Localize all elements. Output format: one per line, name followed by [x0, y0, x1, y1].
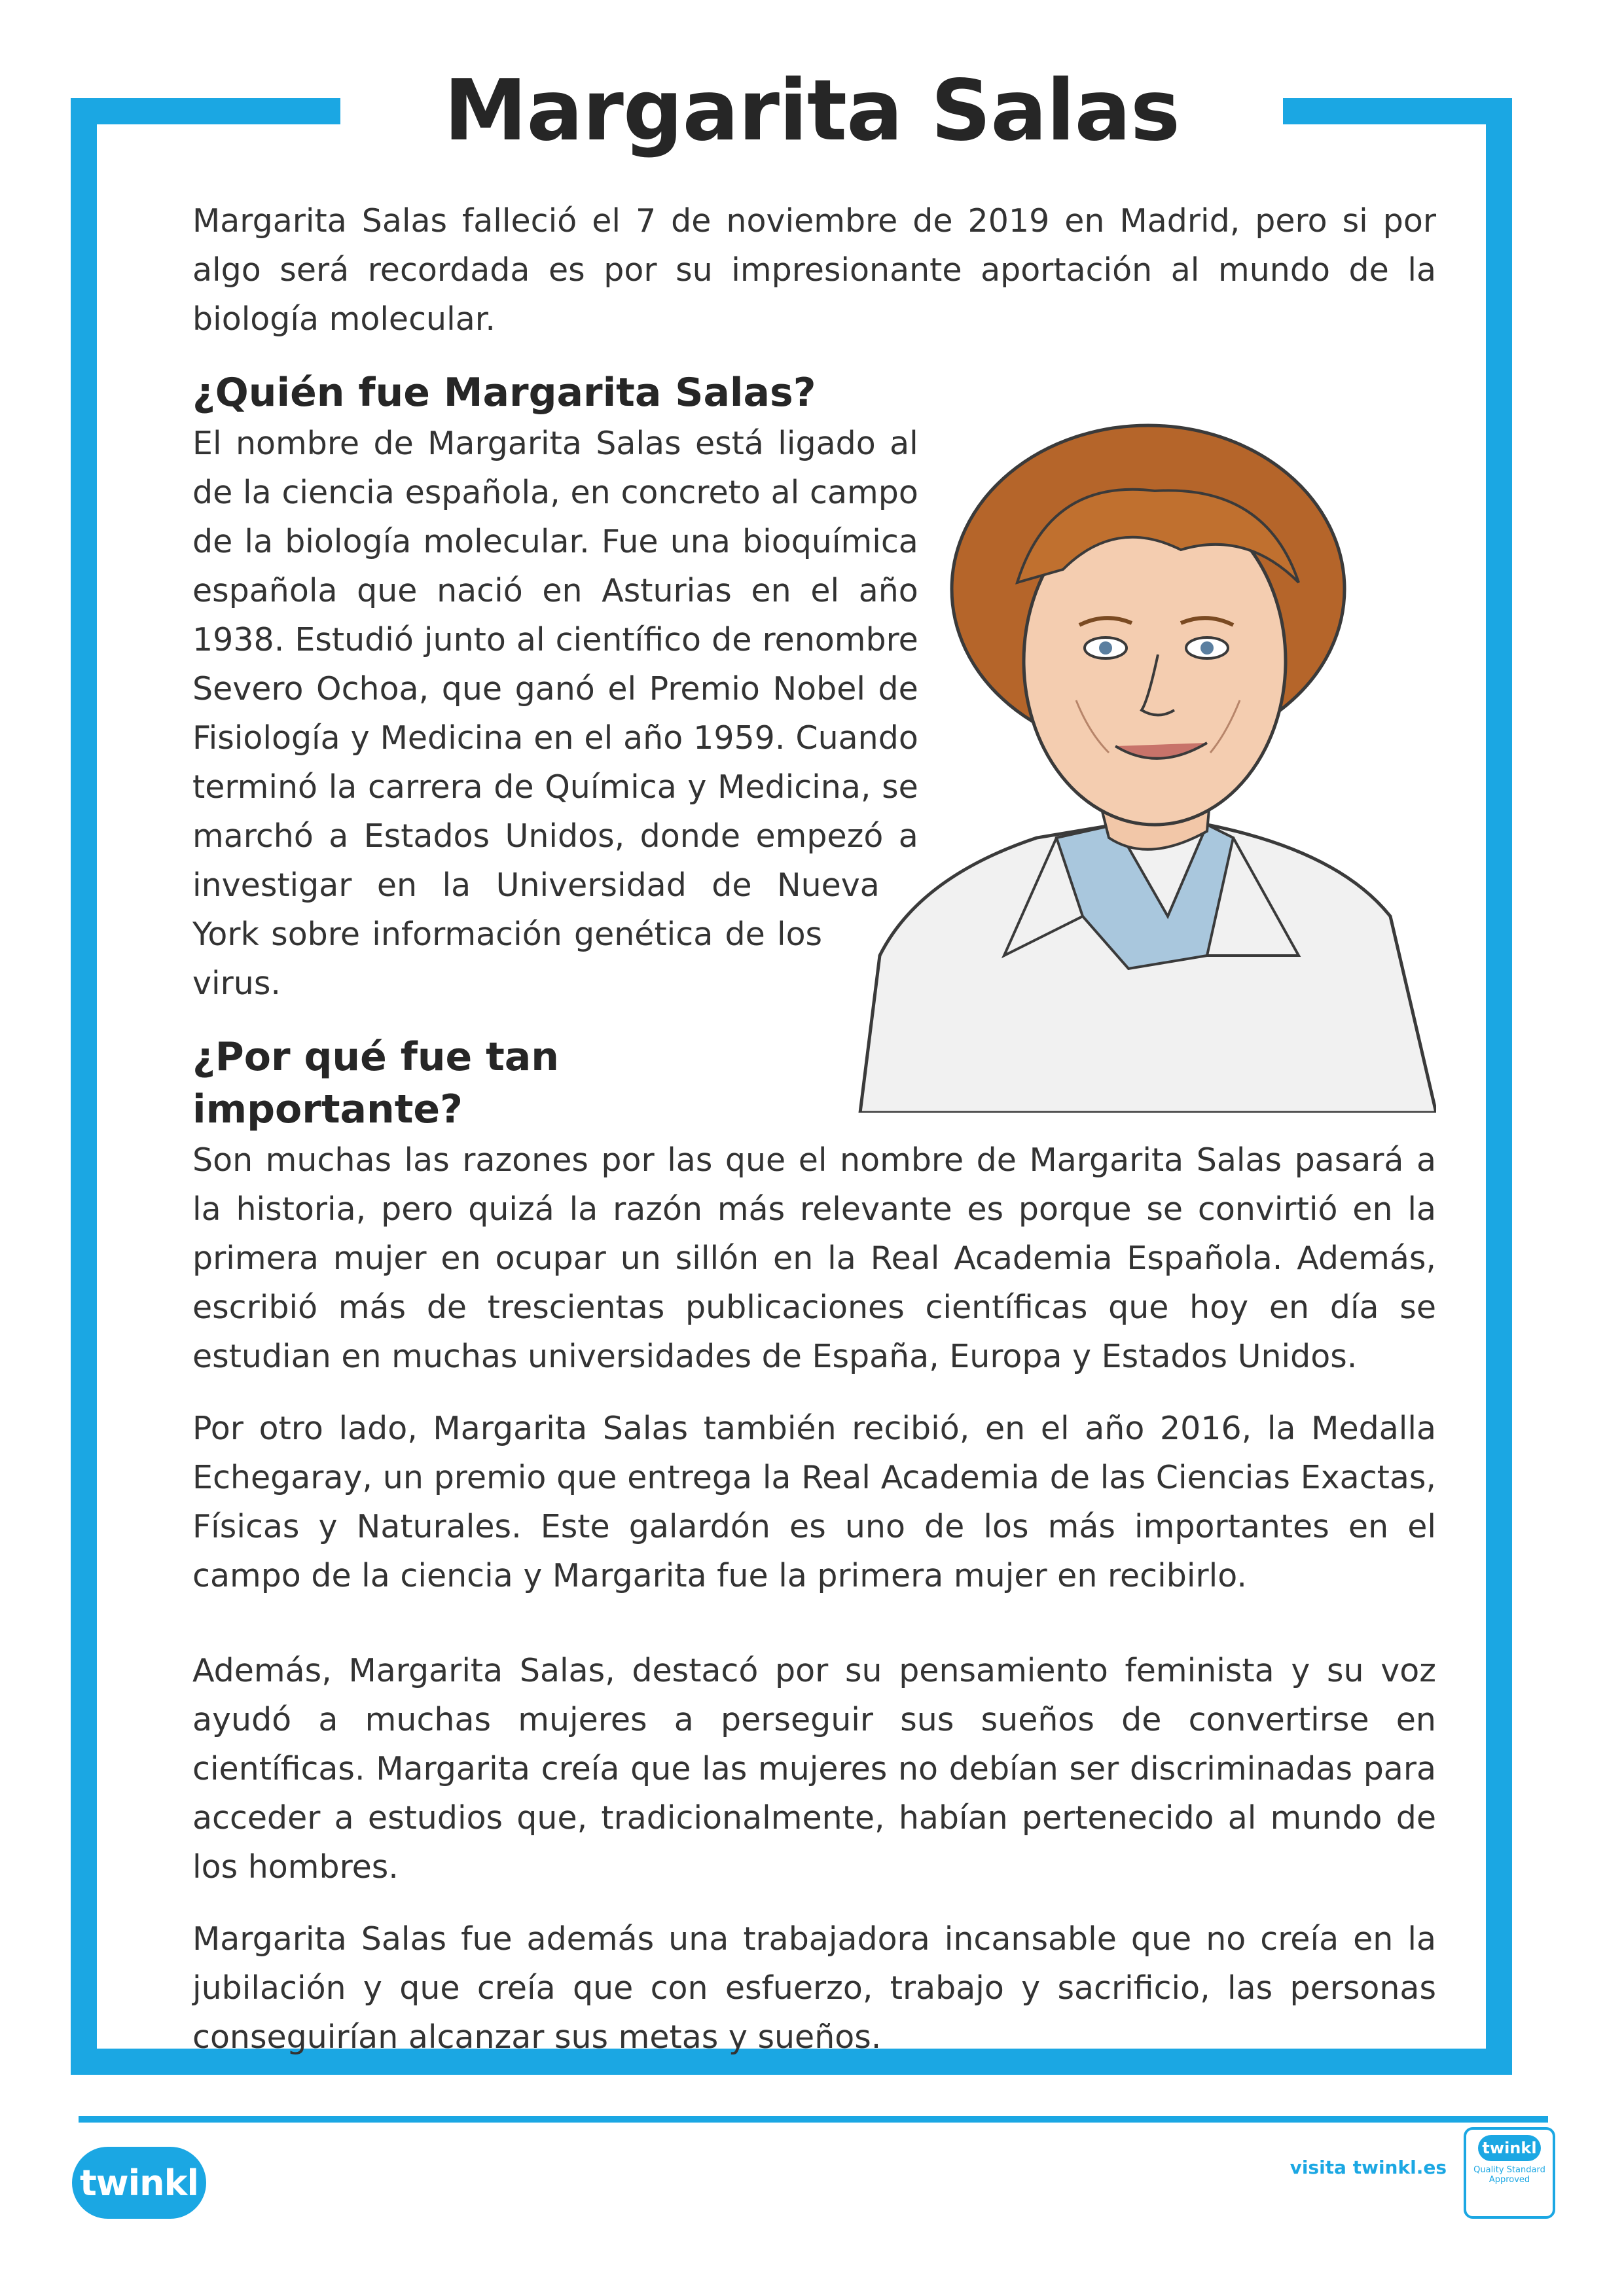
quality-badge	[1464, 2127, 1555, 2219]
section2-paragraph-2: Por otro lado, Margarita Salas también recibió, en el año 2016, la Medalla Echegaray, un premio que entrega la Real Academia de las Ciencias Exactas, Físicas y Naturales. Este galardón es uno de los más importantes en el campo de la ciencia y Margarita fue la primera mujer en recibirlo.	[192, 1410, 1436, 1594]
badge-text-2: Approved	[1489, 2175, 1530, 2185]
portrait-illustration	[840, 419, 1436, 1113]
right-iris	[1200, 641, 1214, 655]
left-iris	[1099, 641, 1112, 655]
footer-divider	[79, 2116, 1548, 2123]
article-body	[192, 196, 1436, 2085]
section1-heading: ¿Quién fue Margarita Salas?	[192, 370, 816, 416]
lab-coat	[860, 825, 1436, 1113]
section2-paragraph-1: Son muchas las razones por las que el nombre de Margarita Salas pasará a la historia, pero quizá la razón más relevante es porque se convirtió en la primera mujer en ocupar un sillón en la Real Academia Española. Además, escribió más de trescientas publicaciones científicas que hoy en día se estudian en muchas universidades de España, Europa y Estados Unidos.	[192, 1141, 1436, 1375]
visit-link[interactable]: visita twinkl.es	[1290, 2157, 1447, 2178]
section1-paragraph: El nombre de Margarita Salas está ligado al de la ciencia española, en concreto al campo de la biología molecular. Fue una bioquímica española que nació en Asturias en el año 1938. Estudió junto al científico de renombre Severo Ochoa, que ganó el Premio Nobel de Fisiología y Medicina en el año 1959. Cuando terminó la carrera de Química y Medicina, se marchó a Estados Unidos, donde empezó a investigar en la Universidad de Nueva York sobre información genética de los virus.	[192, 425, 918, 1002]
badge-logo: twinkl	[1478, 2135, 1541, 2161]
badge-text-1: Quality Standard	[1473, 2165, 1545, 2175]
section2-paragraph-4: Margarita Salas fue además una trabajadora incansable que no creía en la jubilación y que creía que con esfuerzo, trabajo y sacrificio, las personas conseguirían alcanzar sus metas y sueños.	[192, 1920, 1436, 2056]
portrait-svg	[840, 419, 1436, 1113]
twinkl-logo[interactable]: twinkl	[72, 2147, 206, 2219]
page-title: Margarita Salas	[444, 62, 1180, 160]
intro-paragraph: Margarita Salas falleció el 7 de noviembre de 2019 en Madrid, pero si por algo será recordada es por su impresionante aportación al mundo de la biología molecular.	[192, 202, 1436, 338]
section2-heading: ¿Por qué fue tan importante?	[192, 1034, 560, 1132]
section2-paragraph-3: Además, Margarita Salas, destacó por su pensamiento feminista y su voz ayudó a muchas mujeres a perseguir sus sueños de convertirse en científicas. Margarita creía que las mujeres no debían ser discriminadas para acceder a estudios que, tradicionalmente, habían pertenecido al mundo de los hombres.	[192, 1652, 1436, 1886]
